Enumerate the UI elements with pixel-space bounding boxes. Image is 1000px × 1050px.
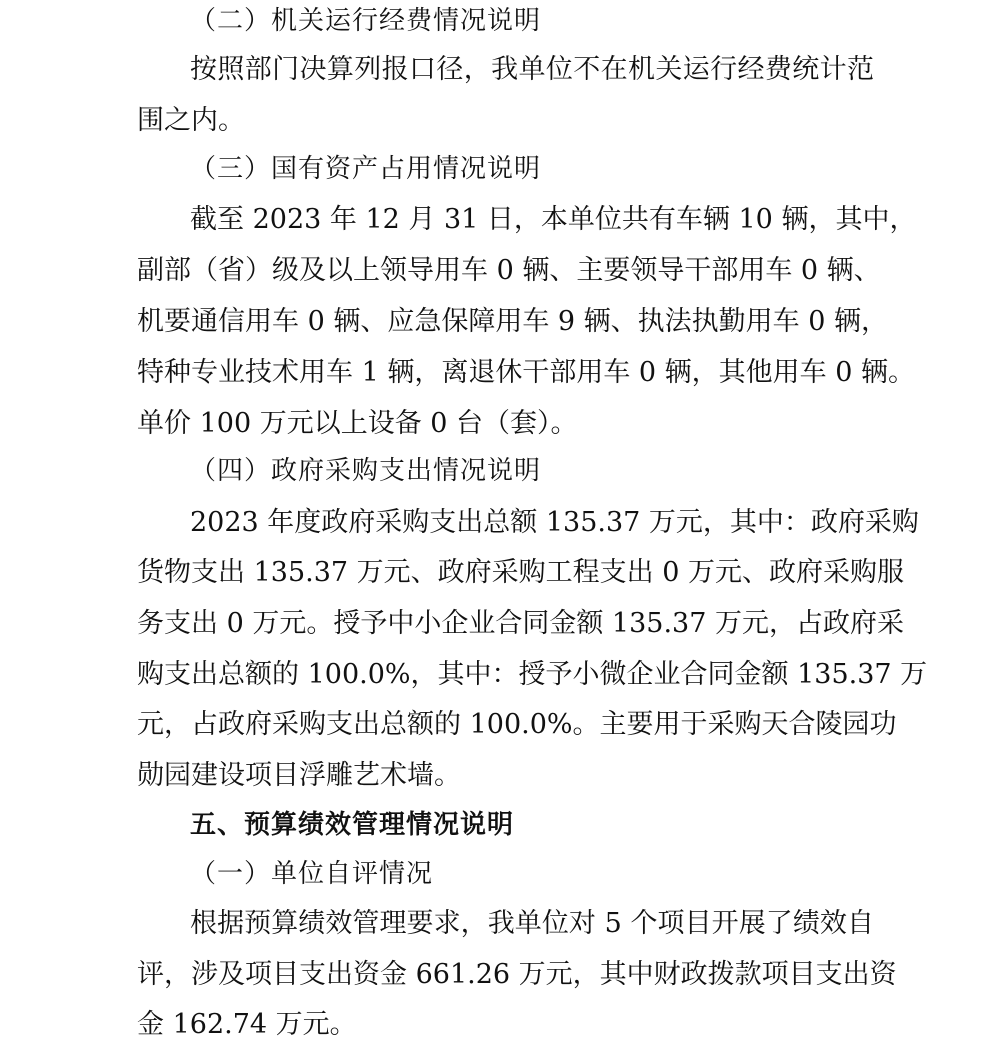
text-line: 评，涉及项目支出资金 661.26 万元，其中财政拨款项目支出资 [137,959,897,990]
paragraph-line [0,498,1000,548]
text-line: 购支出总额的 100.0%，其中：授予小微企业合同金额 135.37 万 [137,659,928,690]
text-line: 2023 年度政府采购支出总额 135.37 万元，其中：政府采购 [190,507,919,538]
paragraph-line [0,246,1000,296]
paragraph-line [0,899,1000,949]
text-line: 单价 100 万元以上设备 0 台（套）。 [137,408,578,439]
paragraph-line [0,700,1000,750]
text-line: 截至 2023 年 12 月 31 日，本单位共有车辆 10 辆，其中， [190,204,917,235]
text-line: 务支出 0 万元。授予中小企业合同金额 135.37 万元，占政府采 [137,608,904,639]
text-line: 特种专业技术用车 1 辆，离退休干部用车 0 辆，其他用车 0 辆。 [137,357,916,388]
paragraph-line [0,348,1000,398]
paragraph-line [0,950,1000,1000]
text-line: 围之内。 [137,105,245,136]
text-line: 货物支出 135.37 万元、政府采购工程支出 0 万元、政府采购服 [137,557,904,588]
text-line: 副部（省）级及以上领导用车 0 辆、主要领导干部用车 0 辆、 [137,255,881,286]
section-heading-procurement [0,446,1000,496]
heading-text: （四）政府采购支出情况说明 [190,456,542,486]
section-heading-running-costs [0,0,1000,46]
paragraph-line [0,399,1000,449]
section-heading-assets [0,144,1000,194]
paragraph-line [0,599,1000,649]
text-line: 金 162.74 万元。 [137,1009,357,1040]
text-line: 元，占政府采购支出总额的 100.0%。主要用于采购天合陵园功 [137,709,897,740]
text-line: 机要通信用车 0 辆、应急保障用车 9 辆、执法执勤用车 0 辆， [137,306,889,337]
paragraph-line [0,297,1000,347]
section-heading-performance [0,800,1000,850]
paragraph-line [0,195,1000,245]
subsection-heading-self-evaluation [0,849,1000,899]
paragraph-line [0,751,1000,801]
paragraph-line [0,96,1000,146]
paragraph-line [0,1000,1000,1050]
heading-text: （一）单位自评情况 [190,859,434,889]
paragraph-line [0,45,1000,95]
text-line: 按照部门决算列报口径，我单位不在机关运行经费统计范 [190,54,874,85]
heading-text: 五、预算绩效管理情况说明 [190,810,515,840]
text-line: 根据预算绩效管理要求，我单位对 5 个项目开展了绩效自 [190,908,874,939]
paragraph-line [0,650,1000,700]
heading-text: （三）国有资产占用情况说明 [190,154,542,184]
text-line: 勋园建设项目浮雕艺术墙。 [137,760,461,791]
heading-text: （二）机关运行经费情况说明 [190,6,542,36]
paragraph-line [0,548,1000,598]
